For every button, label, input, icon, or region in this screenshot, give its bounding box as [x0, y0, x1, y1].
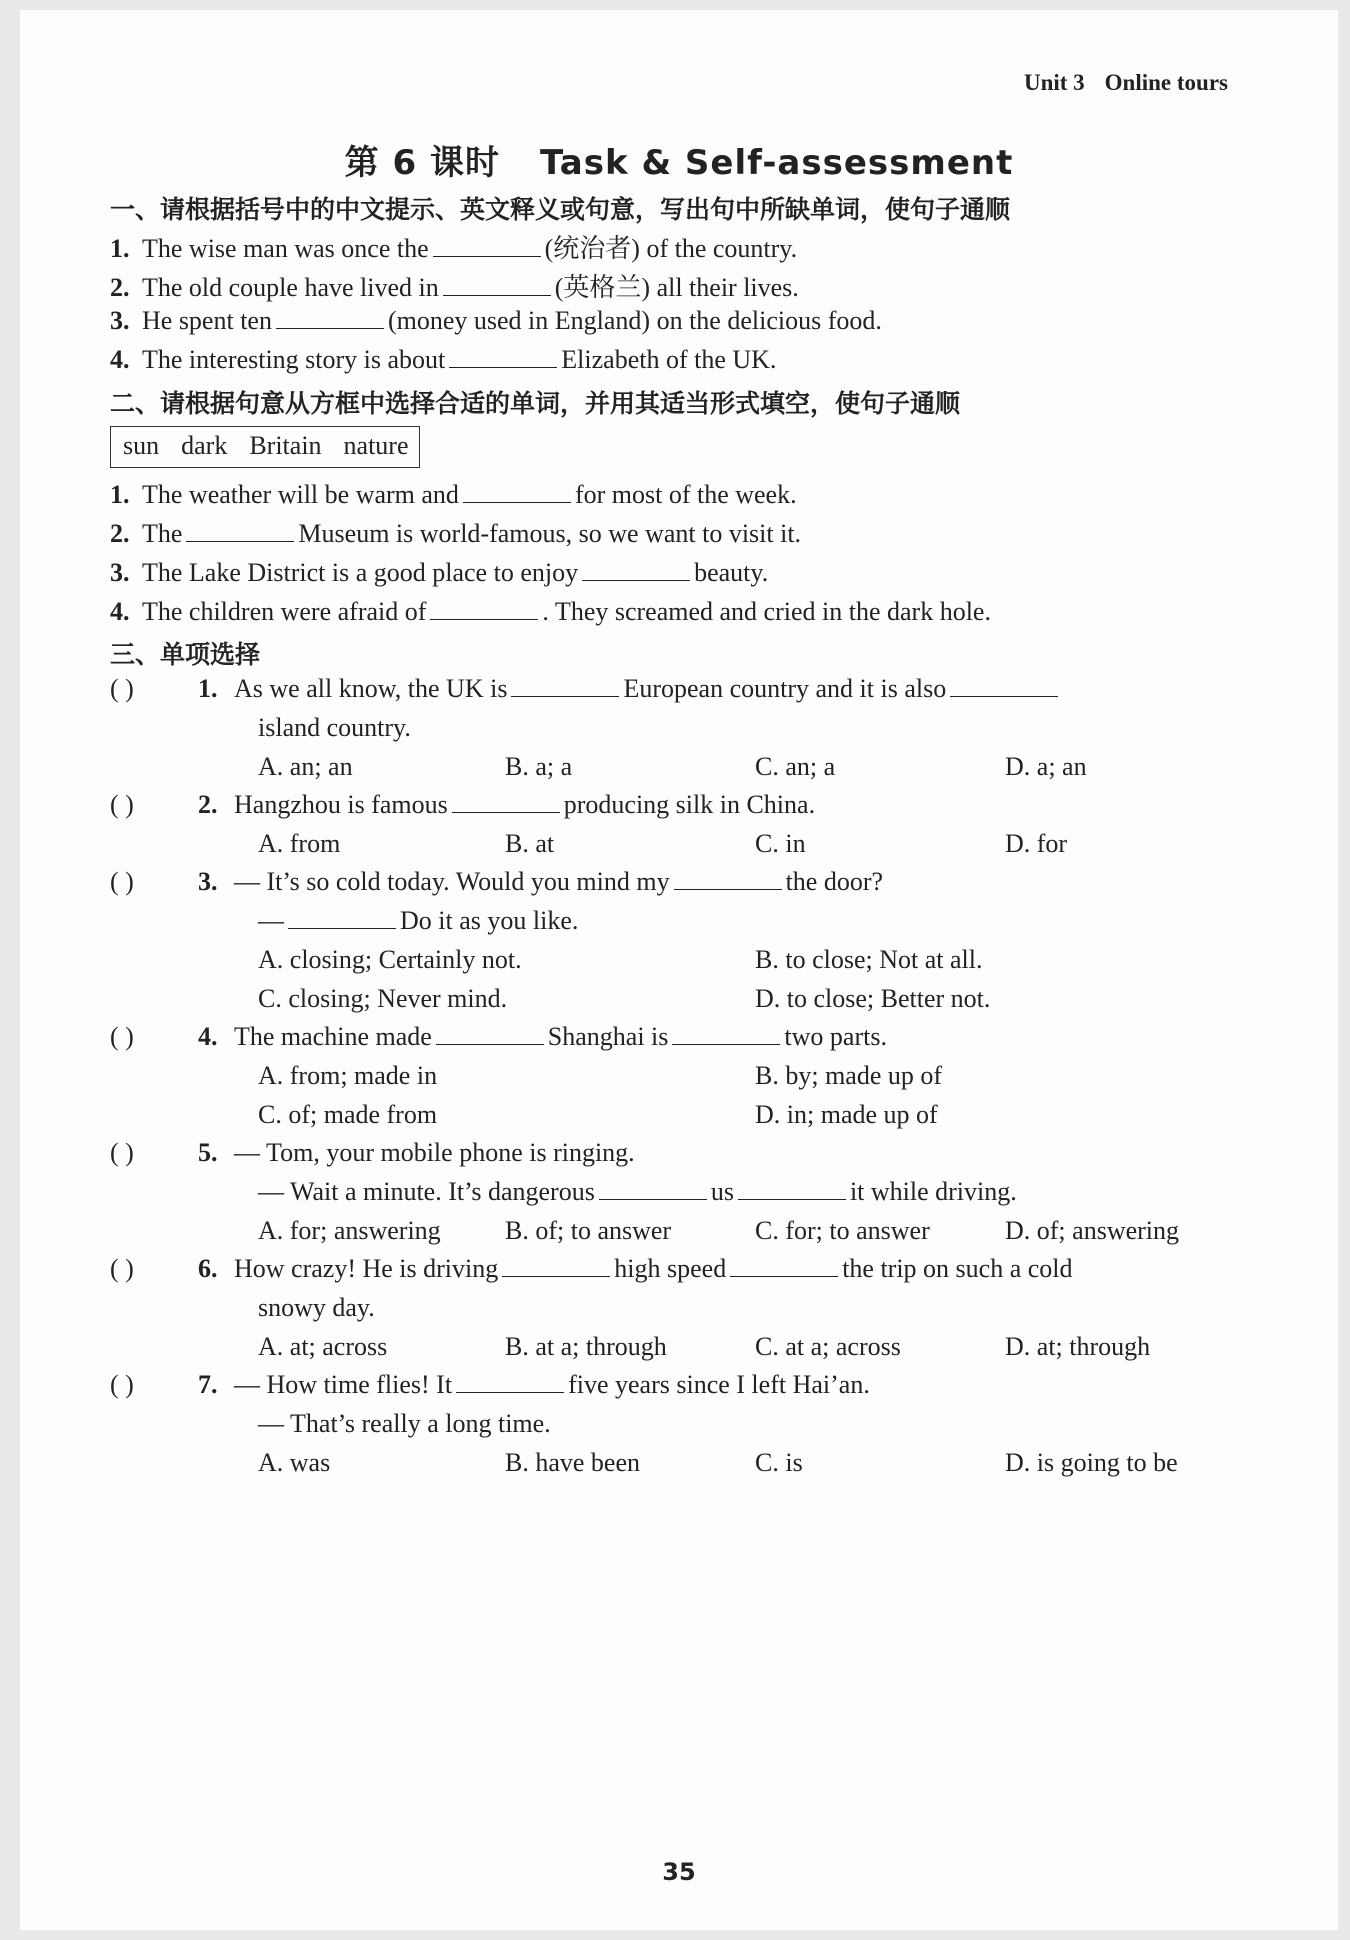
option-c: C. closing; Never mind. [258, 984, 508, 1013]
option-a: A. at; across [258, 1332, 388, 1361]
unit-label: Unit 3 [1023, 70, 1085, 95]
word-option: nature [343, 431, 409, 460]
answer-blank [738, 1177, 846, 1200]
option-a: A. for; answering [258, 1216, 441, 1245]
answer-blank[interactable] [443, 273, 551, 296]
option-d: D. a; an [1005, 752, 1087, 781]
page-header [1004, 70, 1228, 96]
answer-blank [730, 1254, 838, 1277]
answer-blank [502, 1254, 610, 1277]
unit-topic: Online tours [1104, 70, 1228, 95]
section2-heading: 二、请根据句意从方框中选择合适的单词，并用其适当形式填空，使句子通顺 [110, 389, 961, 418]
question-4: ( ) 4. The machine made Shanghai is two parts. [110, 1022, 887, 1051]
option-d: D. to close; Better not. [755, 984, 991, 1013]
option-a: A. from [258, 829, 341, 858]
answer-blank[interactable] [582, 558, 690, 581]
answer-blank [436, 1022, 544, 1045]
option-c: C. in [755, 829, 806, 858]
lesson-number: 第 6 课时 [344, 143, 500, 183]
answer-blank[interactable] [463, 480, 571, 503]
answer-paren[interactable]: ( ) [110, 790, 134, 819]
option-a: A. an; an [258, 752, 353, 781]
word-option: sun [123, 431, 160, 460]
section3-heading: 三、单项选择 [110, 640, 261, 669]
question-7: ( ) 7. — How time flies! It five years since I left Hai’an. [110, 1370, 870, 1399]
option-d: D. in; made up of [755, 1100, 938, 1129]
s1-item: 4. The interesting story is about Elizabeth of the UK. [110, 345, 777, 374]
answer-paren[interactable]: ( ) [110, 1370, 134, 1399]
answer-blank[interactable] [433, 234, 541, 257]
option-d: D. of; answering [1005, 1216, 1180, 1245]
option-b: B. at a; through [505, 1332, 667, 1361]
question-2: ( ) 2. Hangzhou is famous producing silk in China. [110, 790, 816, 819]
answer-blank [288, 906, 396, 929]
option-b: B. of; to answer [505, 1216, 672, 1245]
answer-paren[interactable]: ( ) [110, 1022, 134, 1051]
answer-blank [456, 1370, 564, 1393]
word-box [110, 426, 420, 468]
section1-heading: 一、请根据括号中的中文提示、英文释义或句意，写出句中所缺单词，使句子通顺 [110, 195, 1011, 224]
answer-blank [599, 1177, 707, 1200]
option-c: C. for; to answer [755, 1216, 930, 1245]
option-b: B. a; a [505, 752, 573, 781]
answer-paren[interactable]: ( ) [110, 1254, 134, 1283]
word-option: dark [181, 431, 228, 460]
s2-item: 4. The children were afraid of . They screamed and cried in the dark hole. [110, 597, 991, 626]
option-b: B. at [505, 829, 555, 858]
s1-item: 3. He spent ten (money used in England) on the delicious food. [110, 306, 882, 335]
s2-item: 3. The Lake District is a good place to enjoy beauty. [110, 558, 769, 587]
page-number: 35 [662, 1858, 696, 1886]
option-b: B. to close; Not at all. [755, 945, 983, 974]
answer-blank[interactable] [186, 519, 294, 542]
option-c: C. is [755, 1448, 803, 1477]
question-3: ( ) 3. — It’s so cold today. Would you mind my the door? [110, 867, 884, 896]
option-b: B. by; made up of [755, 1061, 943, 1090]
question-1: ( ) 1. As we all know, the UK is European country and it is also [110, 674, 1062, 704]
option-d: D. for [1005, 829, 1068, 858]
s2-item: 2. The Museum is world-famous, so we want to visit it. [110, 519, 802, 548]
question-6: ( ) 6. How crazy! He is driving high speed the trip on such a cold [110, 1254, 1073, 1283]
answer-blank[interactable] [449, 345, 557, 368]
worksheet-page [20, 10, 1338, 1930]
option-d: D. is going to be [1005, 1448, 1178, 1477]
option-c: C. of; made from [258, 1100, 438, 1129]
page-title [20, 135, 1338, 184]
question-text: island country. [258, 713, 411, 742]
answer-paren[interactable]: ( ) [110, 1138, 134, 1167]
word-option: Britain [249, 431, 322, 460]
answer-paren[interactable]: ( ) [110, 867, 134, 896]
answer-blank[interactable] [430, 597, 538, 620]
question-text: — That’s really a long time. [258, 1409, 551, 1438]
s1-item: 1. The wise man was once the (统治者) of the country. [110, 234, 798, 263]
lesson-name: Task & Self-assessment [540, 143, 1014, 183]
answer-blank [452, 790, 560, 813]
option-b: B. have been [505, 1448, 641, 1477]
answer-blank[interactable] [276, 306, 384, 329]
s2-item: 1. The weather will be warm and for most of the week. [110, 480, 797, 509]
answer-blank [672, 1022, 780, 1045]
option-c: C. at a; across [755, 1332, 901, 1361]
option-a: A. from; made in [258, 1061, 438, 1090]
question-5: ( ) 5. — Tom, your mobile phone is ringing. [110, 1138, 635, 1167]
option-a: A. closing; Certainly not. [258, 945, 522, 974]
option-d: D. at; through [1005, 1332, 1151, 1361]
question-text: — Do it as you like. [258, 906, 579, 935]
answer-paren[interactable]: ( ) [110, 674, 134, 703]
question-text: snowy day. [258, 1293, 375, 1322]
option-c: C. an; a [755, 752, 836, 781]
question-text: — Wait a minute. It’s dangerous us it while driving. [258, 1177, 1017, 1206]
s1-item: 2. The old couple have lived in (英格兰) all their lives. [110, 273, 799, 302]
answer-blank [674, 867, 782, 890]
answer-blank [511, 674, 619, 697]
answer-blank [950, 674, 1058, 697]
option-a: A. was [258, 1448, 331, 1477]
